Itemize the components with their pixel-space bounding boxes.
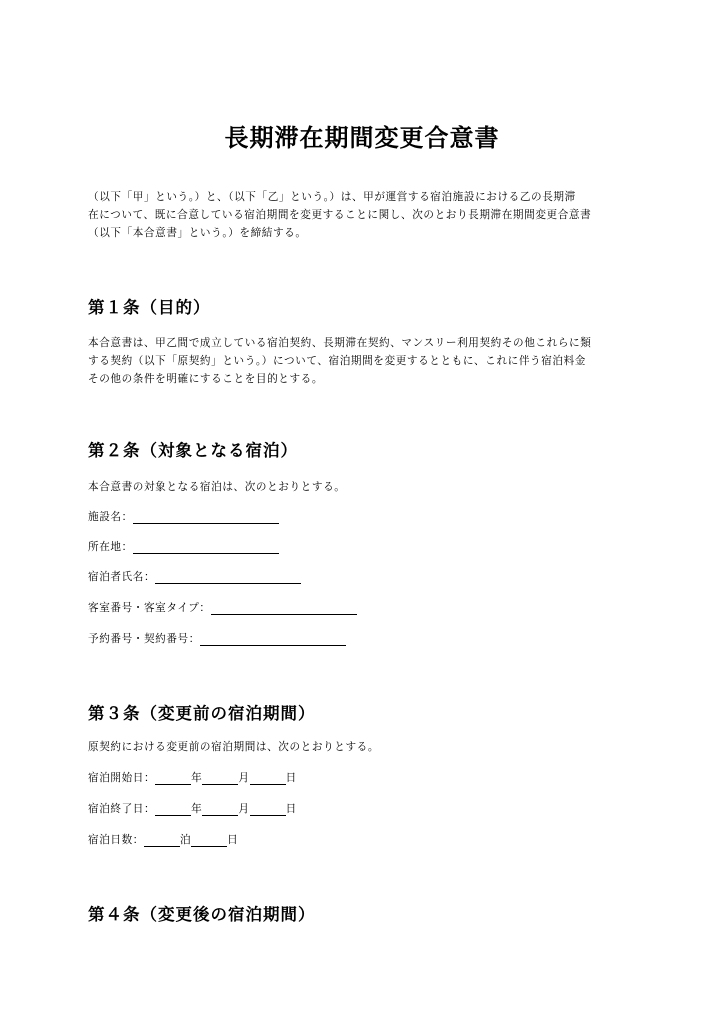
room-blank[interactable]: [211, 602, 357, 615]
day-unit: 日: [285, 772, 297, 784]
reservation-blank[interactable]: [200, 633, 346, 646]
article-2-heading: 第２条（対象となる宿泊）: [88, 441, 298, 460]
nights-field: [88, 832, 238, 847]
guest-name-blank[interactable]: [155, 571, 301, 584]
intro-line: （以下「甲」という。）と、（以下「乙」という。）は、甲が運営する宿泊施設における乙の長期滞: [88, 191, 576, 203]
article-1-heading: 第１条（目的）: [88, 298, 211, 317]
address-blank[interactable]: [133, 541, 279, 554]
guest-name-field: [88, 569, 301, 584]
document-title: 長期滞在期間変更合意書: [224, 124, 500, 152]
intro-line: 在について、既に合意している宿泊期間を変更することに関し、次のとおり長期滞在期間変更合意書: [88, 209, 592, 221]
days-blank[interactable]: [191, 834, 227, 847]
article-1-line: その他の条件を明確にすることを目的とする。: [88, 373, 324, 385]
start-date-field: [88, 770, 297, 785]
end-year-blank[interactable]: [155, 803, 191, 816]
end-date-label: 宿泊終了日：: [88, 803, 156, 815]
start-day-blank[interactable]: [250, 772, 286, 785]
article-4-heading: 第４条（変更後の宿泊期間）: [88, 905, 316, 924]
article-2-intro: 本合意書の対象となる宿泊は、次のとおりとする。: [88, 481, 346, 493]
article-1-paragraph: [88, 334, 640, 388]
article-1-line: する契約（以下「原契約」という。）について、宿泊期間を変更するとともに、これに伴う宿泊料金: [88, 355, 586, 367]
start-month-blank[interactable]: [202, 772, 238, 785]
month-unit: 月: [238, 772, 250, 784]
day-unit: 日: [227, 834, 239, 846]
facility-name-label: 施設名：: [88, 511, 133, 523]
day-unit: 日: [285, 803, 297, 815]
nights-label: 宿泊日数：: [88, 834, 144, 846]
article-3-intro: 原契約における変更前の宿泊期間は、次のとおりとする。: [88, 741, 380, 753]
intro-line: （以下「本合意書」という。）を締結する。: [88, 227, 307, 239]
reservation-label: 予約番号・契約番号：: [88, 633, 200, 645]
end-month-blank[interactable]: [202, 803, 238, 816]
start-date-label: 宿泊開始日：: [88, 772, 156, 784]
reservation-field: [88, 631, 346, 646]
guest-name-label: 宿泊者氏名：: [88, 571, 156, 583]
article-1-line: 本合意書は、甲乙間で成立している宿泊契約、長期滞在契約、マンスリー利用契約その他これらに類: [88, 337, 592, 349]
year-unit: 年: [191, 803, 203, 815]
intro-paragraph: [88, 188, 640, 242]
start-year-blank[interactable]: [155, 772, 191, 785]
room-label: 客室番号・客室タイプ：: [88, 602, 211, 614]
facility-name-blank[interactable]: [133, 511, 279, 524]
nights-unit: 泊: [179, 834, 192, 846]
room-field: [88, 600, 357, 615]
article-3-heading: 第３条（変更前の宿泊期間）: [88, 704, 316, 723]
nights-blank[interactable]: [144, 834, 180, 847]
end-date-field: [88, 801, 297, 816]
year-unit: 年: [191, 772, 203, 784]
address-field: [88, 539, 279, 554]
month-unit: 月: [238, 803, 250, 815]
end-day-blank[interactable]: [250, 803, 286, 816]
address-label: 所在地：: [88, 541, 133, 553]
facility-name-field: [88, 509, 279, 524]
